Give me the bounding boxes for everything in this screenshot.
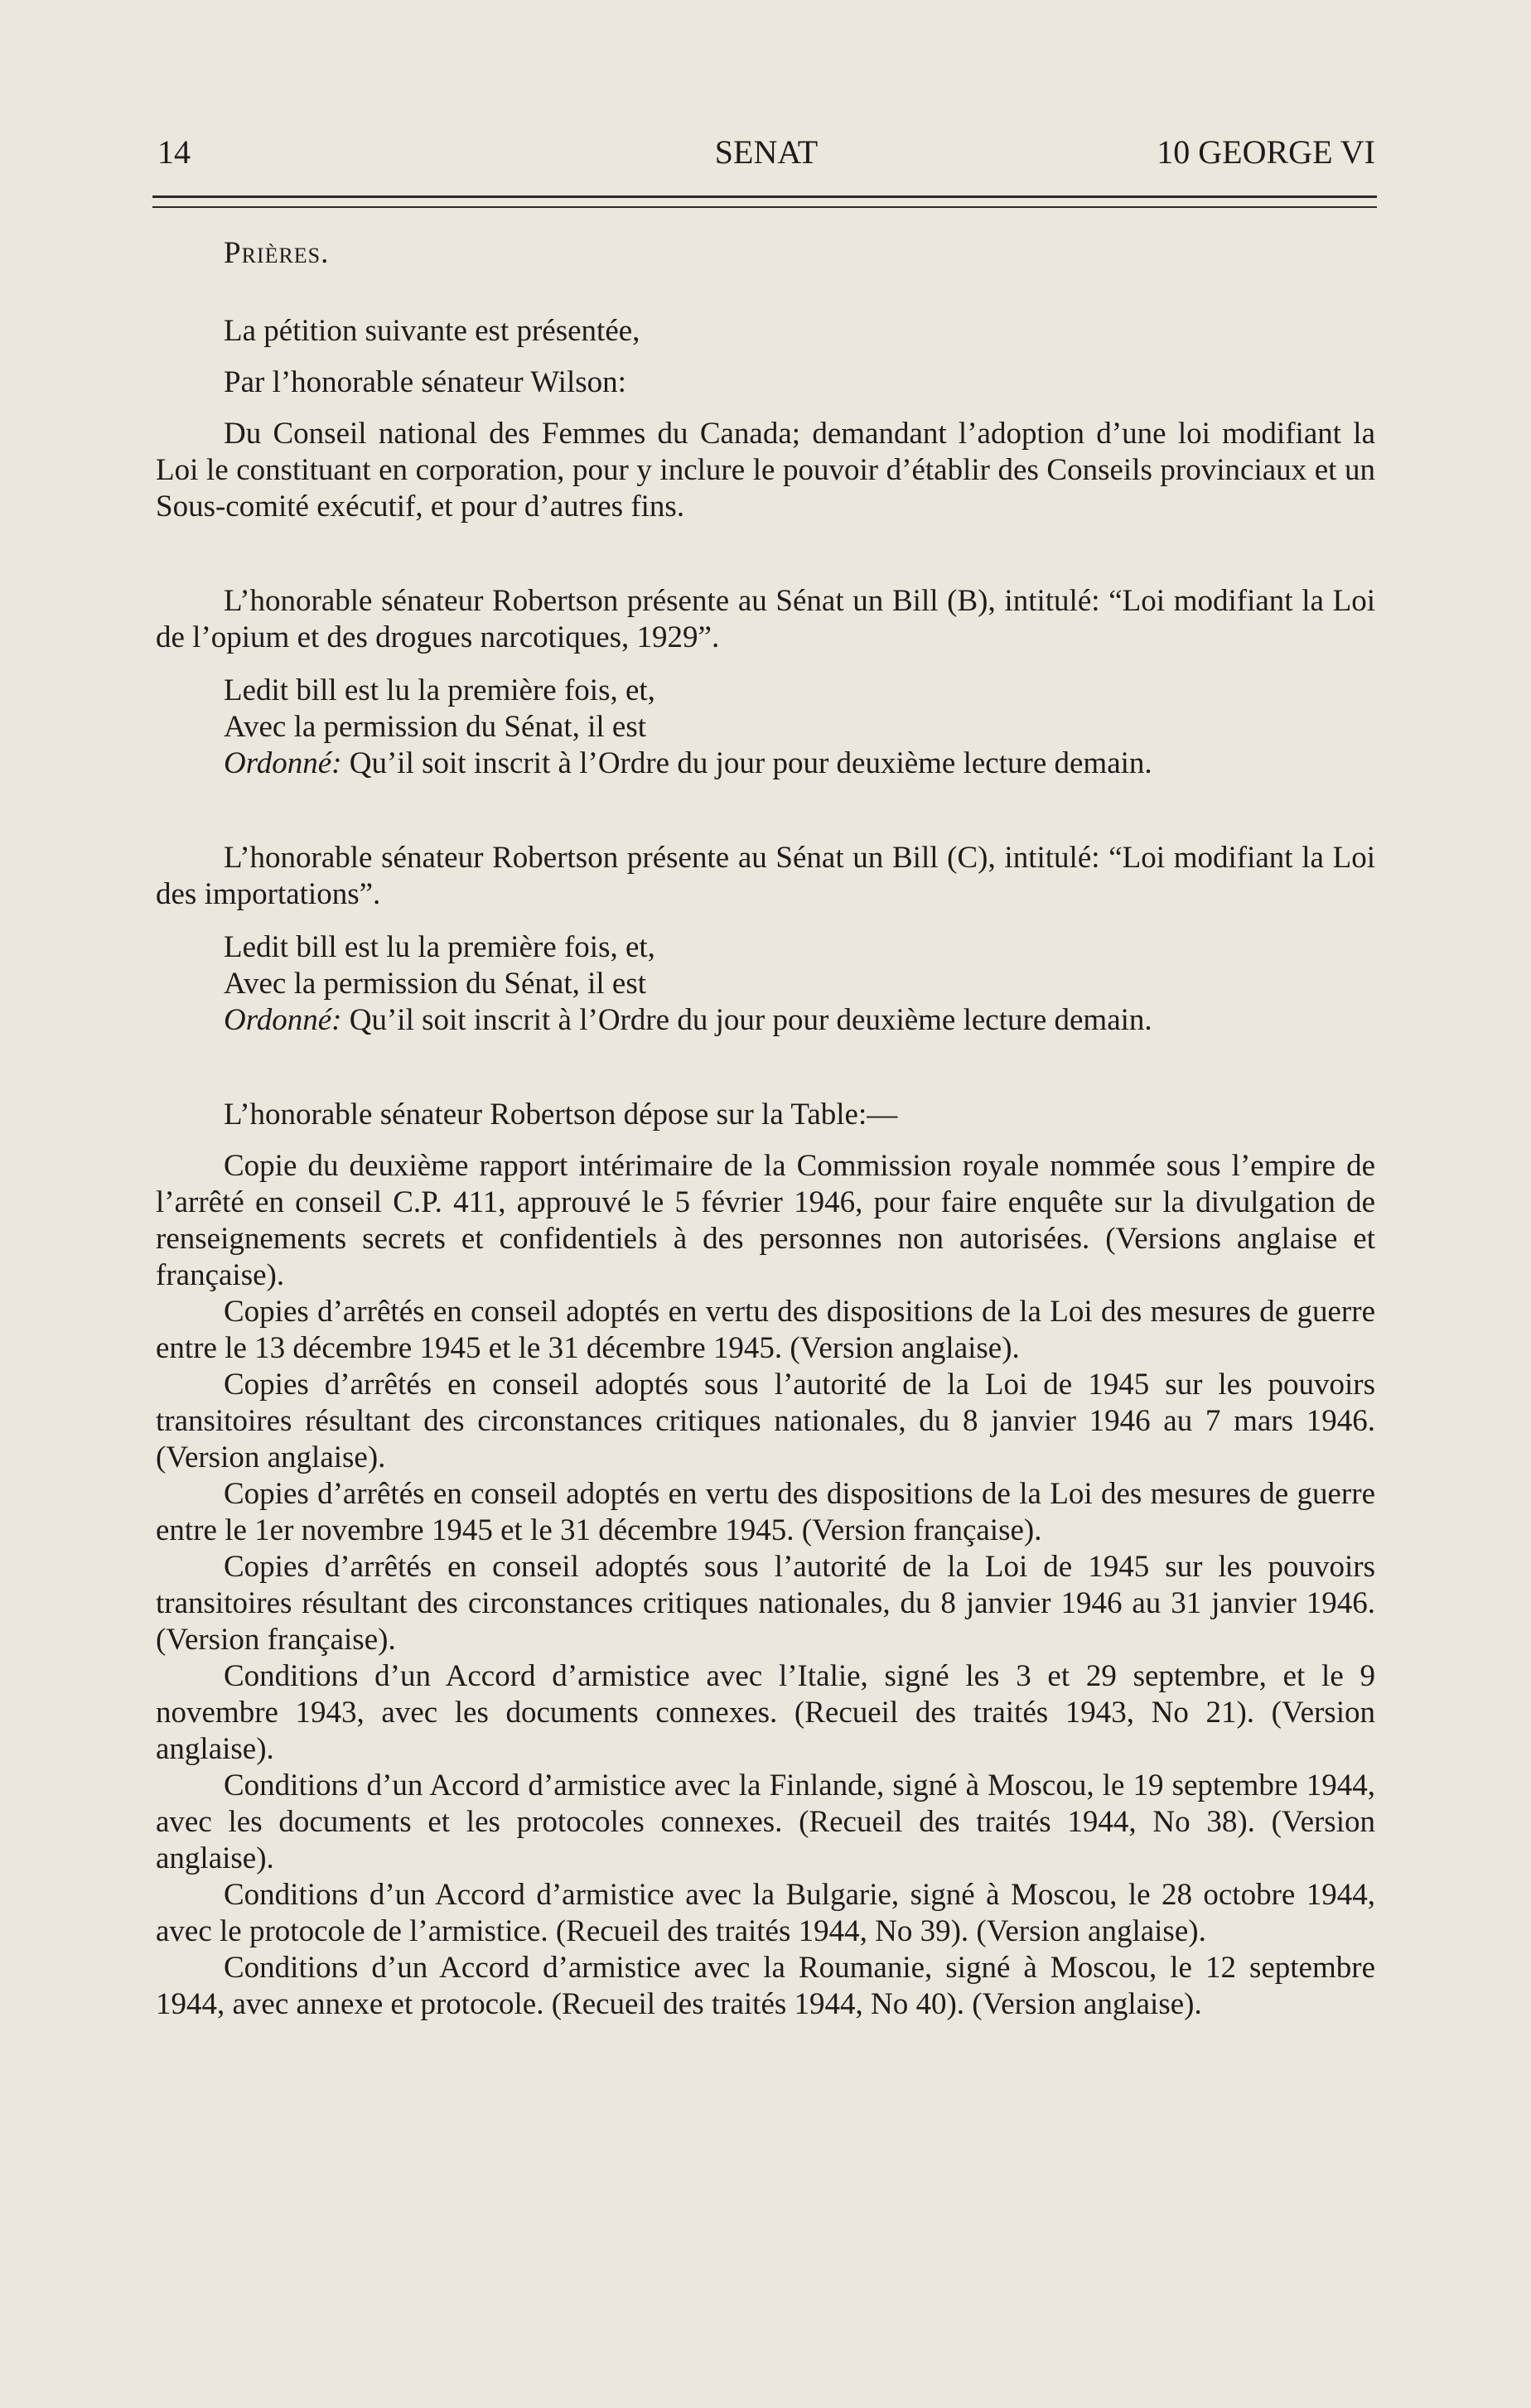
tabled-document: Conditions d’un Accord d’armistice avec l’Italie, signé les 3 et 29 septembre, et le 9 novembre 1943, avec les documents connexes. (Recueil des traités 1943, No 21). (Version anglaise).	[156, 1659, 1375, 1766]
tabled-document: Conditions d’un Accord d’armistice avec la Roumanie, signé à Moscou, le 12 septembre 1944, avec annexe et protocole. (Recueil des traités 1944, No 40). (Version anglaise).	[156, 1951, 1375, 2021]
bill-c-ordered-label: Ordonné:	[224, 1003, 342, 1037]
petition-by: Par l’honorable sénateur Wilson:	[224, 365, 626, 399]
bill-b-ordered-text: Qu’il soit inscrit à l’Ordre du jour pour deuxième lecture demain.	[341, 746, 1152, 780]
tabled-document: Copies d’arrêtés en conseil adoptés sous l’autorité de la Loi de 1945 sur les pouvoirs transitoires résultant des circonstances critiques nationales, du 8 janvier 1946 au 31 janvier 1946. (Version française).	[156, 1550, 1375, 1657]
bill-b-read: Ledit bill est lu la première fois, et,	[224, 673, 655, 707]
petition-text: Du Conseil national des Femmes du Canada; demandant l’adoption d’une loi modifiant la Loi le constituant en corporation, pour y inclure le pouvoir d’établir des Conseils provinciaux et un Sous-comité exécutif, et pour d’autres fins.	[156, 417, 1375, 524]
page-number: 14	[157, 133, 191, 171]
bill-b-intro: L’honorable sénateur Robertson présente au Sénat un Bill (B), intitulé: “Loi modifiant la Loi de l’opium et des drogues narcotiques, 1929”.	[156, 584, 1375, 654]
page-body	[156, 235, 1375, 2023]
tabled-document: Conditions d’un Accord d’armistice avec la Bulgarie, signé à Moscou, le 28 octobre 1944, avec le protocole de l’armistice. (Recueil des traités 1944, No 39). (Version anglaise).	[156, 1878, 1375, 1948]
header-double-rule	[152, 195, 1377, 208]
header-session: 10 GEORGE VI	[1157, 133, 1375, 171]
bill-b-ordered	[156, 746, 1375, 782]
bill-b-ordered-label: Ordonné:	[224, 746, 342, 780]
tabled-document: Copies d’arrêtés en conseil adoptés en vertu des dispositions de la Loi des mesures de guerre entre le 1er novembre 1945 et le 31 décembre 1945. (Version française).	[156, 1477, 1375, 1547]
tabled-document: Copies d’arrêtés en conseil adoptés sous l’autorité de la Loi de 1945 sur les pouvoirs transitoires résultant des circonstances critiques nationales, du 8 janvier 1946 au 7 mars 1946. (Version anglaise).	[156, 1368, 1375, 1474]
tabled-document: Copies d’arrêtés en conseil adoptés en vertu des dispositions de la Loi des mesures de guerre entre le 13 décembre 1945 et le 31 décembre 1945. (Version anglaise).	[156, 1295, 1375, 1365]
petition-intro: La pétition suivante est présentée,	[224, 314, 640, 348]
header-title: SENAT	[714, 133, 819, 171]
running-header	[157, 133, 1375, 174]
bill-c-ordered-text: Qu’il soit inscrit à l’Ordre du jour pour deuxième lecture demain.	[341, 1003, 1152, 1037]
bill-c-ordered	[156, 1002, 1375, 1039]
bill-c-read: Ledit bill est lu la première fois, et,	[224, 930, 655, 964]
bill-b-permission: Avec la permission du Sénat, il est	[224, 710, 647, 744]
prieres-heading: Prières.	[224, 236, 330, 270]
bill-c-permission: Avec la permission du Sénat, il est	[224, 967, 647, 1001]
tabled-document: Copie du deuxième rapport intérimaire de la Commission royale nommée sous l’empire de l’arrêté en conseil C.P. 411, approuvé le 5 février 1946, pour faire enquête sur la divulgation de renseignements secrets et confidentiels à des personnes non autorisées. (Versions anglaise et française).	[156, 1149, 1375, 1292]
tabled-document: Conditions d’un Accord d’armistice avec la Finlande, signé à Moscou, le 19 septembre 1944, avec les documents et les protocoles connexes. (Recueil des traités 1944, No 38). (Version anglaise).	[156, 1769, 1375, 1875]
tabled-intro: L’honorable sénateur Robertson dépose sur la Table:—	[224, 1098, 898, 1132]
bill-c-intro: L’honorable sénateur Robertson présente au Sénat un Bill (C), intitulé: “Loi modifiant la Loi des importations”.	[156, 841, 1375, 911]
